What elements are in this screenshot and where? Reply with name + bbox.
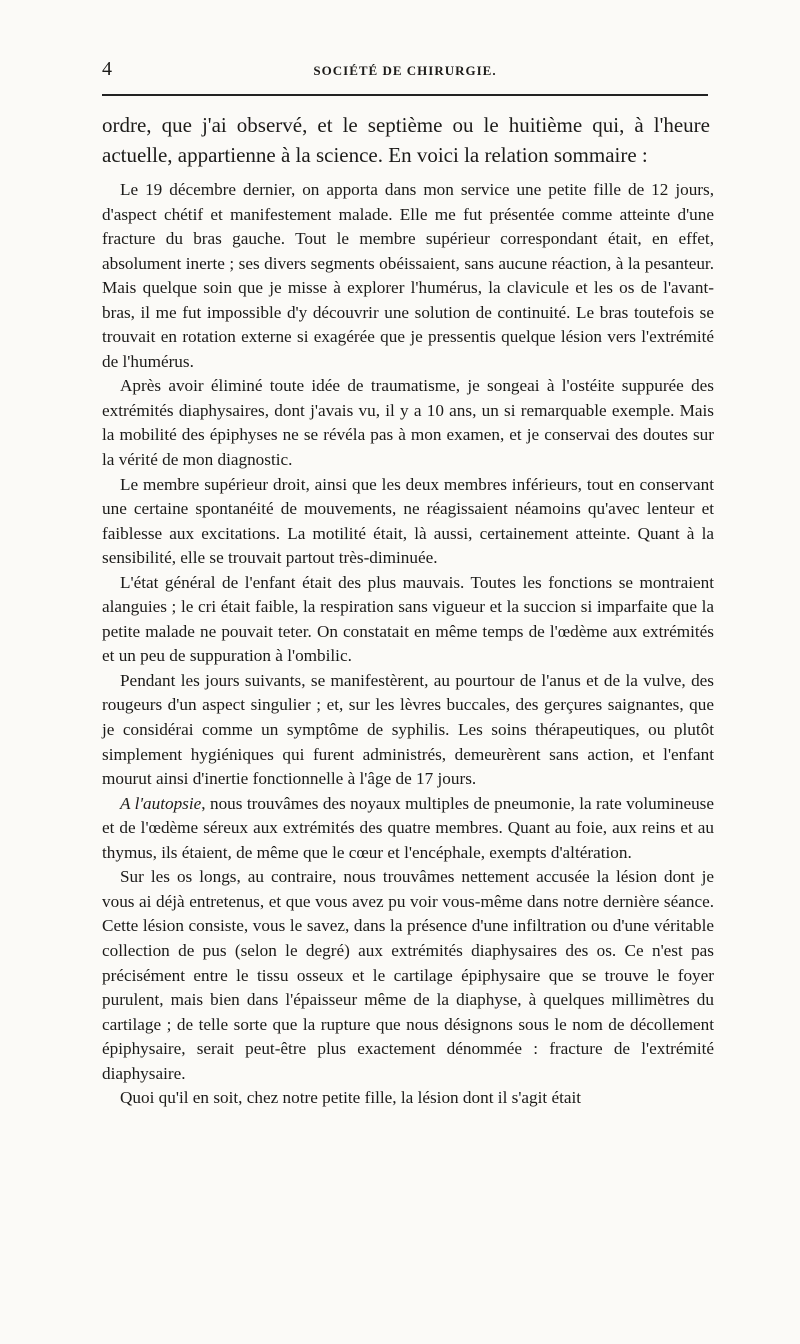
paragraph-4: L'état général de l'enfant était des plus mauvais. Toutes les fonctions se montraient alanguies ; le cri était faible, la respiration sans vigueur et la succion si imparfaite que la petite malade ne pouvait teter. On constatait en même temps de l'œdème aux extrémités et un peu de suppuration à l'ombilic. <box>102 572 714 666</box>
page-number: 4 <box>102 58 112 80</box>
page-header <box>102 58 708 88</box>
paragraph-6 <box>102 792 714 866</box>
header-rule <box>102 94 708 96</box>
running-head: SOCIÉTÉ DE CHIRURGIE. <box>313 63 497 78</box>
paragraph-6-text: , nous trouvâmes des noyaux multiples de pneumonie, la rate volumineuse et de l'œdème séreux aux extrémités des quatre membres. Quant au foie, aux reins et au thymus, ils étaient, de même que le cœur et l'encéphale, exempts d'altération. <box>102 793 714 862</box>
autopsy-lead: A l'autopsie <box>120 793 202 813</box>
paragraph-8: Quoi qu'il en soit, chez notre petite fille, la lésion dont il s'agit était <box>120 1088 582 1108</box>
paragraph-1: Le 19 décembre dernier, on apporta dans mon service une petite fille de 12 jours, d'aspect chétif et manifestement malade. Elle me fut présentée comme atteinte d'une fracture du bras gauche. Tout le membre supérieur correspondant était, en effet, absolument inerte ; ses divers segments obéissaient, sans aucune réaction, à la pesanteur. Mais quelque soin que je misse à explorer l'humérus, la clavicule et les os de l'avant-bras, il me fut impossible d'y découvrir une solution de continuité. Le bras toutefois se trouvait en rotation externe si exagérée que je pressentis quelque lésion vers l'extrémité de l'humérus. <box>102 180 714 371</box>
body-text <box>102 178 714 1111</box>
paragraph-3: Le membre supérieur droit, ainsi que les deux membres inférieurs, tout en conservant une certaine spontanéité de mouvements, ne réagissaient néamoins qu'avec lenteur et faiblesse aux excitations. La motilité était, là aussi, certainement atteinte. Quant à la sensibilité, elle se trouvait partout très-diminuée. <box>102 474 714 568</box>
paragraph-2: Après avoir éliminé toute idée de traumatisme, je songeai à l'ostéite suppurée des extrémités diaphysaires, dont j'avais vu, il y a 10 ans, un si remarquable exemple. Mais la mobilité des épiphyses ne se révéla pas à mon examen, et je conservai des doutes sur la vérité de mon diagnostic. <box>102 376 714 470</box>
intro-paragraph: ordre, que j'ai observé, et le septième ou le huitième qui, à l'heure actuelle, appartienne à la science. En voici la relation sommaire : <box>102 113 710 167</box>
paragraph-5: Pendant les jours suivants, se manifestèrent, au pourtour de l'anus et de la vulve, des rougeurs d'un aspect singulier ; et, sur les lèvres buccales, des gerçures saignantes, que je considérai comme un symptôme de syphilis. Les soins thérapeutiques, ou plutôt simplement hygiéniques qui furent administrés, demeurèrent sans action, et l'enfant mourut ainsi d'inertie fonctionnelle à l'âge de 17 jours. <box>102 670 714 789</box>
paragraph-7: Sur les os longs, au contraire, nous trouvâmes nettement accusée la lésion dont je vous ai déjà entretenus, et que vous avez pu voir vous-même dans notre dernière séance. Cette lésion consiste, vous le savez, dans la présence d'une infiltration ou d'une véritable collection de pus (selon le degré) aux extrémités diaphysaires des os. Ce n'est pas précisément entre le tissu osseux et le cartilage épiphysaire que se trouve le foyer purulent, mais bien dans l'épaisseur même de la diaphyse, à quelques millimètres du cartilage ; de telle sorte que la rupture que nous désignons sous le nom de décollement épiphysaire, serait peut-être plus exactement dénommée : fracture de l'extrémité diaphysaire. <box>102 867 714 1083</box>
